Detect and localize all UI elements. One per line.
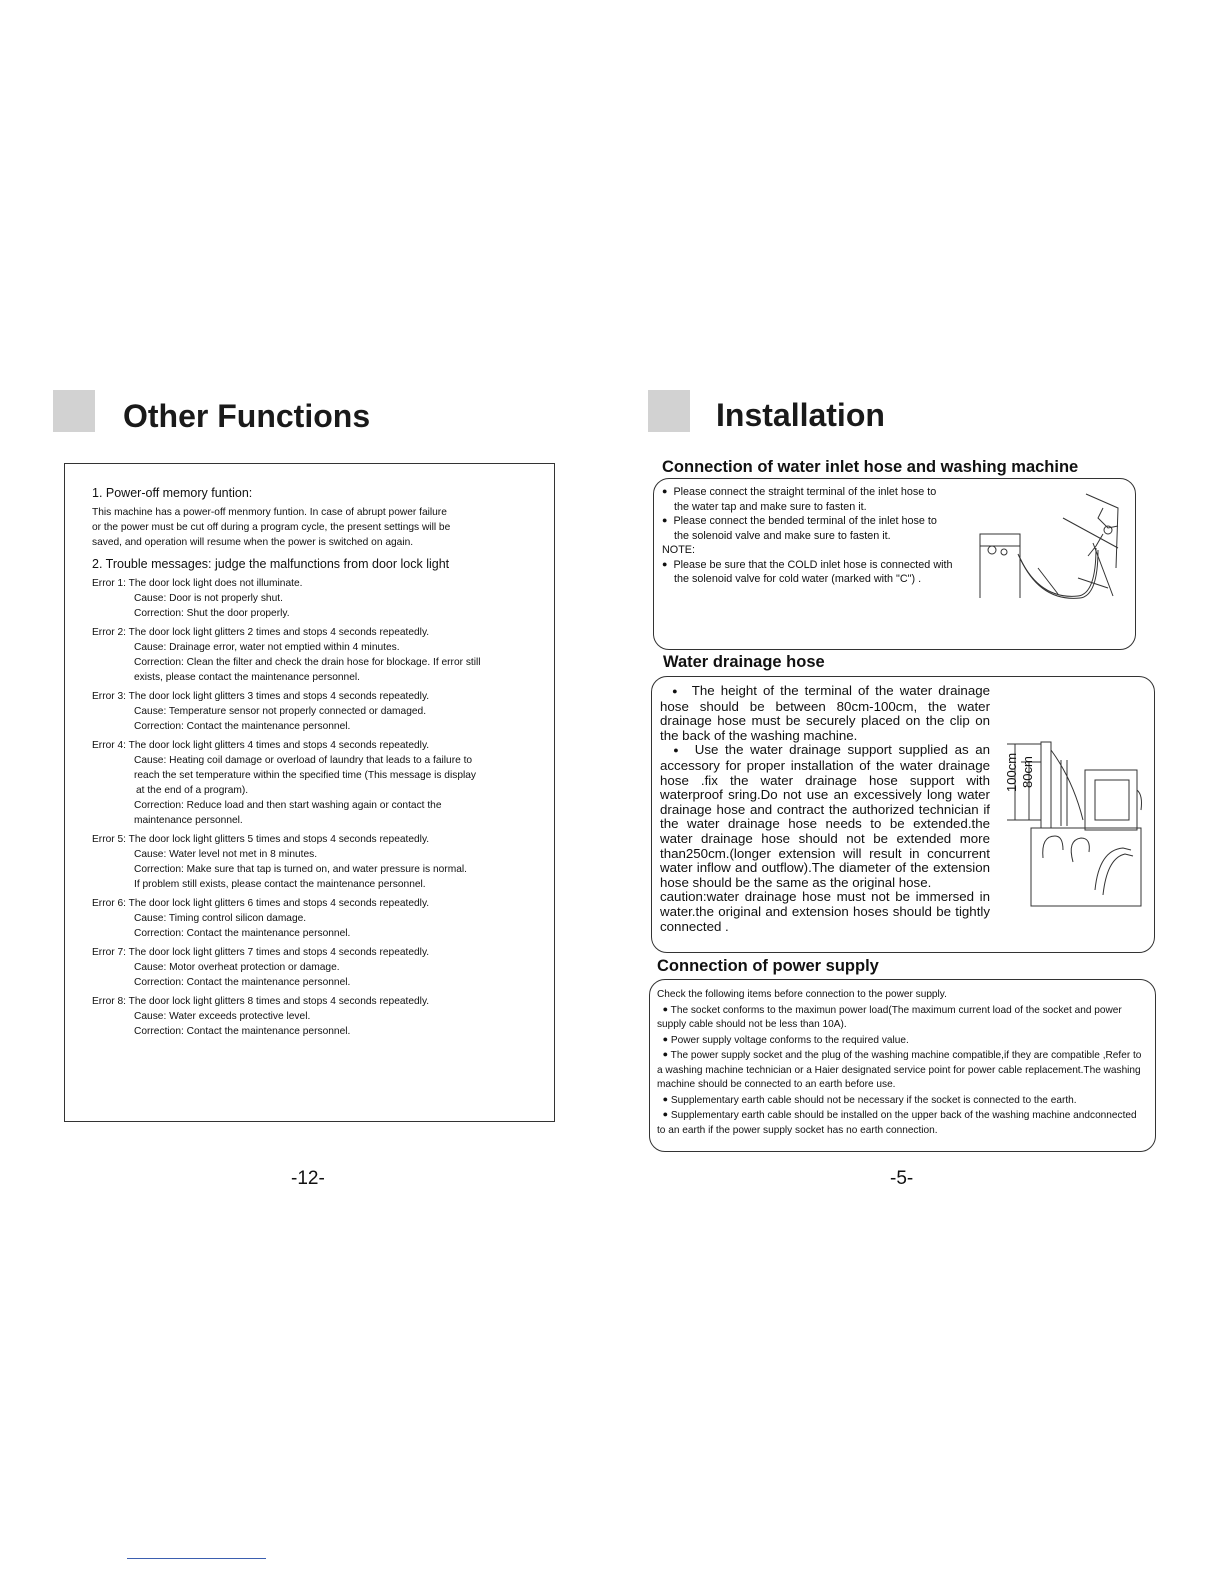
bullet-dot: ● [662,1109,669,1119]
inlet-bullet3-line: the solenoid valve for cold water (marked with "C") . [674,573,922,585]
power-bullet: Supplementary earth cable should not be necessary if the socket is connected to the earth. [670,1094,1077,1106]
power-text [657,988,1147,1138]
drainage-para2: Use the water drainage support supplied as an accessory for proper installation of the water drainage hose .fix the water drainage hose support with waterproof sring.Do not use an excessively long water drainage hose and contract the authorized technician if the water drainage hose needs to be extended.the water drainage hose should not be extended more than250cm.(longer extension will result in concurrent water inflow and outflow).The diameter of the extension hose should be the same as the original hose. [660,742,991,890]
page-number-right: -5- [890,1168,914,1189]
bottom-rule [127,1558,266,1559]
bullet-dot: ● [662,1049,669,1059]
section1-heading: 1. Power-off memory funtion: [92,486,253,500]
inlet-hose-illustration [978,488,1128,603]
note-label: NOTE: [662,544,695,556]
error-line: Error 6: The door lock light glitters 6 times and stops 4 seconds repeatedly. [92,898,430,909]
error-cause: Cause: Water level not met in 8 minutes. [134,849,318,860]
page-title-other-functions: Other Functions [123,398,371,434]
inlet-text [662,485,982,587]
error-list [92,576,542,1039]
drainage-heading: Water drainage hose [663,653,825,671]
power-bullet: Power supply voltage conforms to the required value. [670,1034,909,1046]
bullet-dot: ● [662,1003,669,1014]
bullet-dot: ● [673,745,682,756]
error-correction: Correction: Contact the maintenance personnel. [134,928,351,939]
error-correction: Correction: Shut the door properly. [134,608,290,619]
error-item-6 [92,896,542,941]
power-bullet: The socket conforms to the maximun power load(The maximum current load of the socket and power supply cable should not be less than 10A). [657,1004,1122,1030]
power-bullet: The power supply socket and the plug of the washing machine compatible,if they are compatible ,Refer to a washing machine technician or a Haier designated service point for power cable replacement.The washing machine should be connected to an earth before use. [657,1050,1142,1090]
section1-body [92,505,542,550]
section-marker-square [53,390,95,432]
error-cause: at the end of a program). [136,785,249,796]
inlet-bullet2-line: Please connect the bended terminal of the inlet hose to [673,515,937,527]
error-line: Error 4: The door lock light glitters 4 times and stops 4 seconds repeatedly. [92,740,430,751]
error-correction: If problem still exists, please contact the maintenance personnel. [134,879,426,890]
error-correction: Correction: Reduce load and then start washing again or contact the [134,800,442,811]
bullet-dot: ● [672,686,680,696]
page-number-left: -12- [291,1168,325,1189]
section2-heading: 2. Trouble messages: judge the malfunctions from door lock light [92,557,450,571]
error-line: Error 1: The door lock light does not illuminate. [92,578,303,589]
error-correction: Correction: Contact the maintenance personnel. [134,1026,351,1037]
error-correction: maintenance personnel. [134,815,243,826]
section1-line: saved, and operation will resume when the power is switched on again. [92,537,414,548]
error-cause: Cause: Water exceeds protective level. [134,1011,311,1022]
section1-line: or the power must be cut off during a program cycle, the present settings will be [92,522,451,533]
error-cause: Cause: Door is not properly shut. [134,593,283,604]
error-correction: Correction: Clean the filter and check the drain hose for blockage. If error still [134,657,481,668]
bullet-dot: ● [662,486,668,496]
inlet-bullet1-line: the water tap and make sure to fasten it. [674,500,867,513]
error-line: Error 2: The door lock light glitters 2 times and stops 4 seconds repeatedly. [92,627,430,638]
inlet-bullet3-line: Please be sure that the COLD inlet hose is connected with [673,558,953,571]
error-item-8 [92,994,542,1039]
bullet-dot: ● [662,1033,669,1044]
bullet-dot: ● [662,1093,669,1104]
error-cause: Cause: Motor overheat protection or damage. [134,962,340,973]
power-intro: Check the following items before connection to the power supply. [657,989,947,1000]
drainage-para1: The height of the terminal of the water drainage hose should be between 80cm-100cm, the water drainage hose must be securely placed on the clip on the back of the washing machine. [660,683,991,743]
error-item-7 [92,945,542,990]
error-correction: Correction: Make sure that tap is turned on, and water pressure is normal. [134,864,467,875]
error-item-3 [92,689,542,734]
error-line: Error 3: The door lock light glitters 3 times and stops 4 seconds repeatedly. [92,691,430,702]
drainage-text [660,684,990,934]
error-line: Error 5: The door lock light glitters 5 times and stops 4 seconds repeatedly. [92,834,430,845]
label-80cm: 80cm [1020,756,1035,788]
section-marker-square [648,390,690,432]
section1-line: This machine has a power-off menmory funtion. In case of abrupt power failure [92,507,447,518]
error-line: Error 7: The door lock light glitters 7 times and stops 4 seconds repeatedly. [92,947,430,958]
error-item-2 [92,625,542,685]
error-line: Error 8: The door lock light glitters 8 times and stops 4 seconds repeatedly. [92,996,430,1007]
other-functions-content [92,486,542,1039]
inlet-heading: Connection of water inlet hose and washing machine [662,458,1079,476]
error-cause: Cause: Heating coil damage or overload of laundry that leads to a failure to [134,755,473,766]
error-item-5 [92,832,542,892]
bullet-dot: ● [662,558,668,569]
drainage-caution: caution:water drainage hose must not be immersed in water.the original and extension hoses should be tightly connected . [660,889,990,934]
error-correction: exists, please contact the maintenance personnel. [134,672,360,683]
power-bullet: Supplementary earth cable should be installed on the upper back of the washing machine andconnected to an earth if the power supply socket has no earth connection. [657,1110,1137,1136]
label-100cm: 100cm [1004,752,1019,792]
error-item-1 [92,576,542,621]
bullet-dot: ● [662,515,668,525]
error-correction: Correction: Contact the maintenance personnel. [134,721,351,732]
error-cause: Cause: Timing control silicon damage. [134,913,307,924]
error-cause: reach the set temperature within the specified time (This message is display [134,770,477,781]
power-heading: Connection of power supply [657,957,879,975]
error-correction: Correction: Contact the maintenance personnel. [134,977,351,988]
inlet-bullet2-line: the solenoid valve and make sure to fasten it. [674,529,891,542]
inlet-bullet1-line: Please connect the straight terminal of the inlet hose to [673,486,937,498]
error-item-4 [92,738,542,828]
page-title-installation: Installation [716,397,885,433]
error-cause: Cause: Temperature sensor not properly connected or damaged. [134,706,427,717]
error-cause: Cause: Drainage error, water not emptied within 4 minutes. [134,642,400,653]
